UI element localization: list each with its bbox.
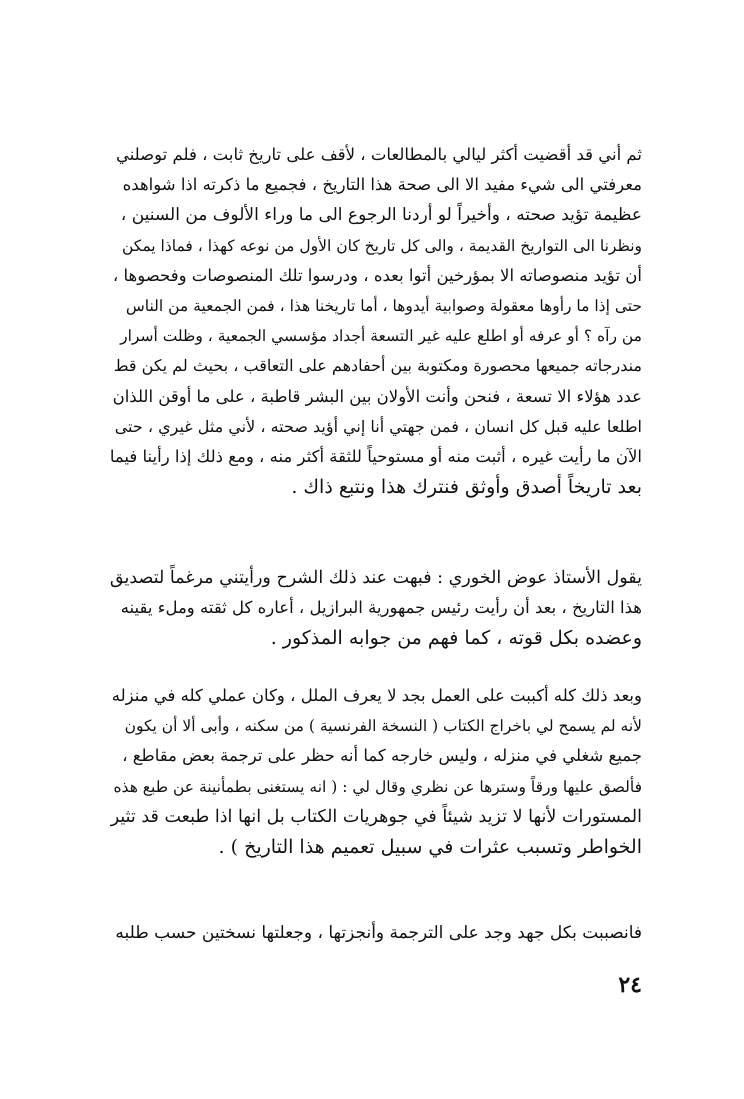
text-line: عدد هؤلاء الا تسعة ، فنحن وأنت الأولان بين البشر قاطبة ، على ما أوقن اللذان — [112, 386, 642, 406]
text-line: لأنه لم يسمح لي باخراج الكتاب ( النسخة الفرنسية ) من سكنه ، وأبى ألا أن يكون — [124, 717, 642, 736]
text-line: ونظرنا الى التواريخ القديمة ، والى كل تاريخ كان الأول من نوعه كهذا ، فماذا يمكن — [121, 236, 642, 255]
text-line: الخواطر وتسبب عثرات في سبيل تعميم هذا التاريخ ) . — [218, 836, 642, 859]
text-line: المستورات لأنها لا تزيد شيئاً في جوهريات الكتاب بل انها اذا طبعت قد تثير — [110, 806, 642, 827]
text-line: ثم أني قد أقضيت أكثر ليالي بالمطالعات ، لأقف على تاريخ ثابت ، فلم توصلني — [115, 145, 642, 164]
paragraph-2 — [110, 563, 642, 654]
text-line: جميع شغلي في منزله ، وليس خارجه كما أنه حظر على ترجمة بعض مقاطع ، — [122, 746, 642, 766]
text-line: مندرجاته جميعها محصورة ومكتوبة بين أحفادهم على التعاقب ، بحيث لم يكن قط — [113, 356, 642, 376]
paragraph-1 — [110, 140, 642, 502]
page-number: ٢٤ — [618, 972, 642, 998]
text-line: بعد تاريخاً أصدق وأوثق فنترك هذا ونتبع ذاك . — [291, 476, 642, 499]
paragraph-4 — [110, 918, 642, 948]
paragraph-3 — [110, 681, 642, 862]
text-line: وعضده بكل قوته ، كما فهم من جوابه المذكور . — [270, 627, 642, 650]
text-line: وبعد ذلك كله أكببت على العمل بجد لا يعرف الملل ، وكان عملي كله في منزله — [111, 686, 642, 705]
text-line: حتى إذا ما رأوها معقولة وصوابية أيدوها ، أما تاريخنا هذا ، فمن الجمعية من الناس — [125, 297, 642, 316]
text-line: فألصق عليها ورقاً وسترها عن نظري وقال لي : ( انه يستغنى بطمأنينة عن طبع هذه — [113, 777, 642, 796]
text-line: من رآه ؟ أو عرفه أو اطلع عليه غير التسعة أجداد مؤسسي الجمعية ، وظلت أسرار — [120, 327, 642, 346]
text-line: معرفتي الى شيء مفيد الا الى صحة هذا التاريخ ، فجميع ما ذكرته اذا شواهده — [122, 175, 642, 195]
text-line: هذا التاريخ ، بعد أن رأيت رئيس جمهورية البرازيل ، أعاره كل ثقته وملء يقينه — [120, 598, 642, 618]
text-line: اطلعا عليه قبل كل انسان ، فمن جهتي أنا إني أؤيد صحته ، لأني مثل غيري ، حتى — [114, 416, 642, 436]
text-line: أن تؤيد منصوصاته الا بمؤرخين أتوا بعده ، ودرسوا تلك المنصوصات وفحصوها ، — [112, 265, 642, 285]
text-line: يقول الأستاذ عوض الخوري : فبهت عند ذلك الشرح ورأيتني مرغماً لتصديق — [109, 568, 642, 588]
text-line: الآن ما رأيت غيره ، أثبت منه أو مستوحياً للثقة أكثر منه ، ومع ذلك إذا رأينا فيما — [109, 447, 642, 467]
text-line: فانصببت بكل جهد وجد على الترجمة وأنجزتها ، وجعلتها نسختين حسب طلبه — [115, 923, 642, 943]
text-line: عظيمة تؤيد صحته ، وأخيراً لو أردنا الرجوع الى ما وراء الألوف من السنين ، — [120, 205, 642, 226]
